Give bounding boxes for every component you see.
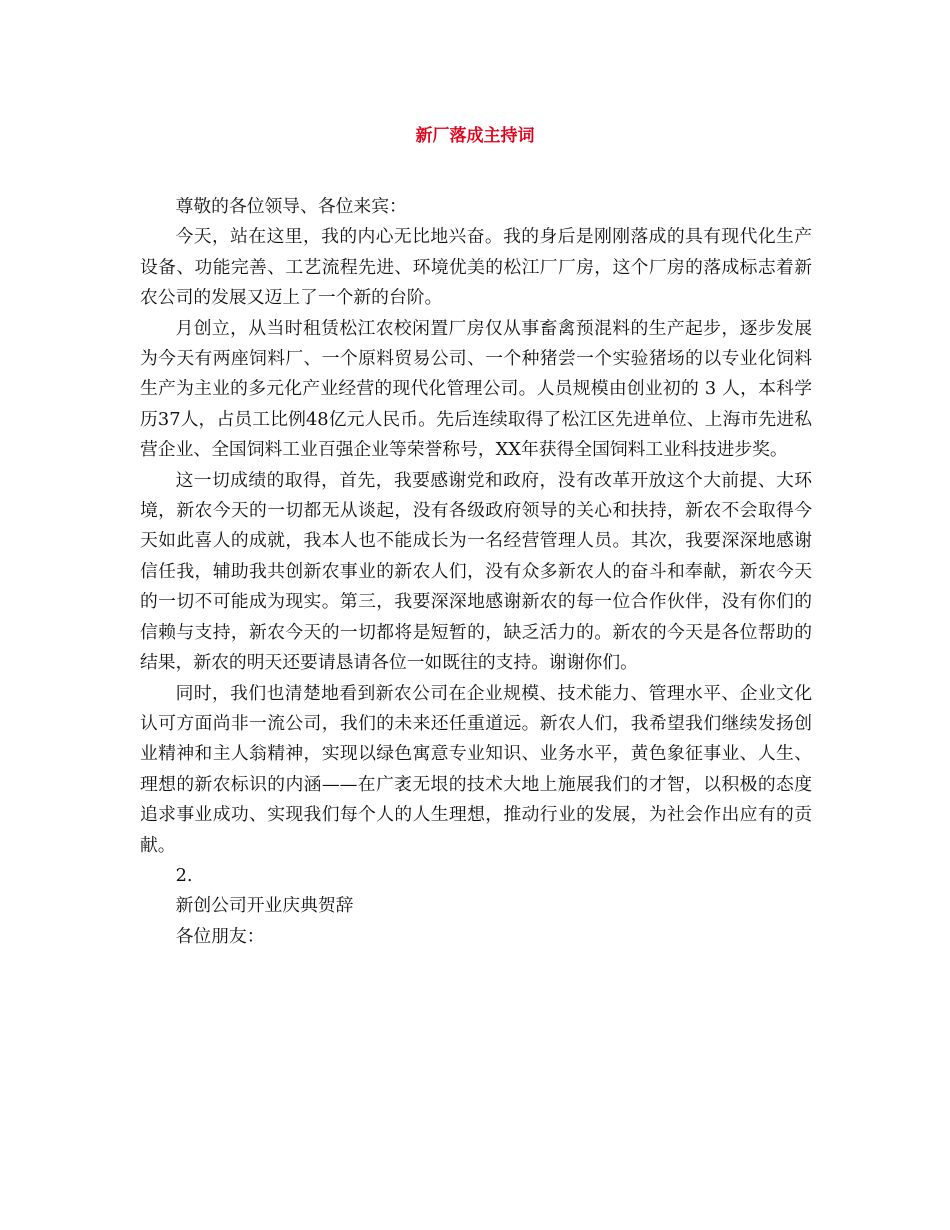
second-salutation: 各位朋友： xyxy=(175,925,265,947)
document-title: 新厂落成主持词 xyxy=(415,126,535,146)
future-paragraph: 同时，我们也清楚地看到新农公司在企业规模、技术能力、管理水平、企业文化认可方面尚非一流公司，我们的未来还任重道远。新农人们，我希望我们继续发扬创业精神和主人翁精神，实现以绿色寓意专业知识、业务水平，黄色象征事业、人生、理想的新农标识的内涵——在广袤无垠的技术大地上施展我们的才智，以积极的态度追求事业成功、实现我们每个人的人生理想，推动行业的发展，为社会作出应有的贡献。 xyxy=(140,682,812,856)
opening-paragraph: 今天，站在这里，我的内心无比地兴奋。我的身后是刚刚落成的具有现代化生产设备、功能完善、工艺流程先进、环境优美的松江厂厂房，这个厂房的落成标志着新农公司的发展又迈上了一个新的台阶。 xyxy=(140,226,812,309)
section-heading: 新创公司开业庆典贺辞 xyxy=(175,895,354,917)
salutation-paragraph: 尊敬的各位领导、各位来宾： xyxy=(175,196,407,217)
document-body xyxy=(140,192,812,952)
section-number: 2. xyxy=(175,864,193,886)
thanks-paragraph: 这一切成绩的取得，首先，我要感谢党和政府，没有改革开放这个大前提、大环境，新农今天的一切都无从谈起，没有各级政府领导的关心和扶持，新农不会取得今天如此喜人的成就，我本人也不能成长为一名经营管理人员。其次，我要深深地感谢信任我，辅助我共创新农事业的新农人们，没有众多新农人的奋斗和奉献，新农今天的一切不可能成为现实。第三，我要深深地感谢新农的每一位合作伙伴，没有你们的信赖与支持，新农今天的一切都将是短暂的，缺乏活力的。新农的今天是各位帮助的结果，新农的明天还要请恳请各位一如既往的支持。谢谢你们。 xyxy=(140,469,812,674)
history-paragraph: 月创立，从当时租赁松江农校闲置厂房仅从事畜禽预混料的生产起步，逐步发展为今天有两座饲料厂、一个原料贸易公司、一个种猪尝一个实验猪场的以专业化饲料生产为主业的多元化产业经营的现代化管理公司。人员规模由创业初的 3 人，本科学历37人，占员工比例48亿元人民币。先后连续取得了松江区先进单位、上海市先进私营企业、全国饲料工业百强企业等荣誉称号，XX年获得全国饲料工业科技进步奖。 xyxy=(140,317,812,461)
